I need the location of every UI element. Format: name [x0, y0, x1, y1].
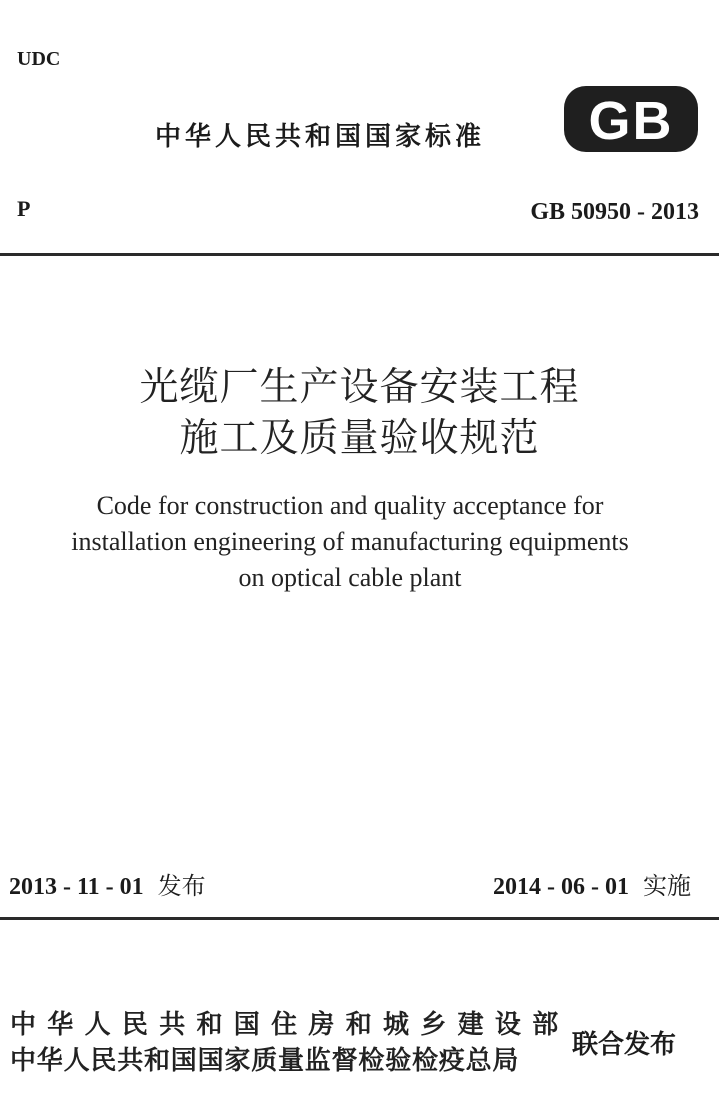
joint-publish-label: 联合发布 — [572, 1030, 677, 1060]
effective-label: 实施 — [643, 872, 691, 900]
svg-text:GB: GB — [588, 91, 674, 151]
issue-date: 2013 - 11 - 01 — [9, 874, 144, 900]
title-en-line-2: installation engineering of manufacturing equipments — [71, 527, 629, 556]
gb-logo — [562, 83, 700, 155]
title-english — [0, 488, 700, 596]
publisher-line-2: 中华人民共和国国家质量监督检验检疫总局 — [10, 1046, 520, 1076]
bottom-divider — [0, 917, 719, 920]
standard-number: GB 50950 - 2013 — [530, 199, 699, 225]
publisher-line-1: 中华人民共和国住房和城乡建设部 — [10, 1010, 570, 1040]
title-cn-line-1: 光缆厂生产设备安装工程 — [139, 365, 580, 410]
issue-label: 发布 — [157, 872, 206, 900]
classification-code: P — [17, 196, 31, 221]
title-chinese — [0, 362, 719, 464]
effective-date: 2014 - 06 - 01 — [493, 874, 629, 900]
title-cn-line-2: 施工及质量验收规范 — [179, 416, 540, 461]
effective-date-group — [493, 866, 691, 901]
title-en-line-3: on optical cable plant — [238, 563, 462, 592]
standard-type-heading: 中华人民共和国国家标准 — [154, 122, 485, 152]
title-en-line-1: Code for construction and quality acceptance for — [96, 491, 604, 520]
issue-date-group — [9, 866, 206, 901]
udc-label: UDC — [17, 48, 61, 70]
top-divider — [0, 253, 719, 256]
